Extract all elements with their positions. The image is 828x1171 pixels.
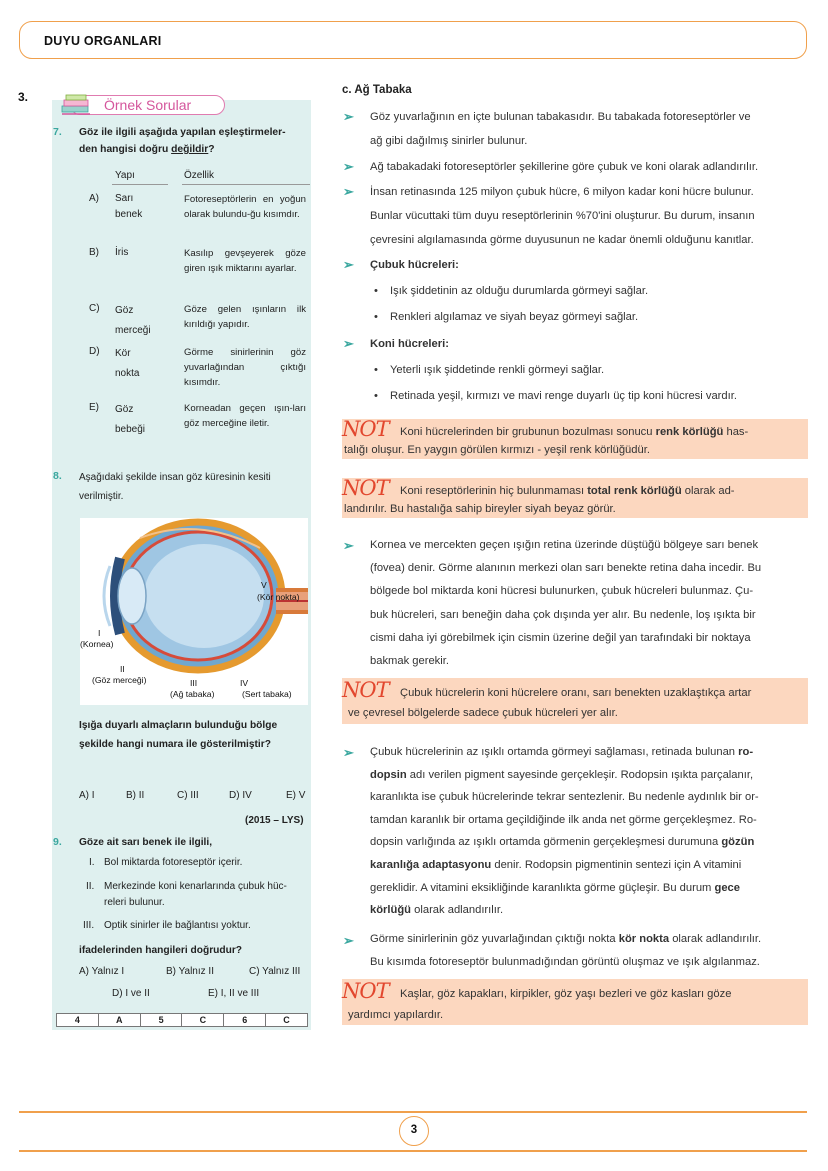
paragraph: İnsan retinasında 125 milyon çubuk hücre, 6 milyon kadar koni hücre bulunur. Bunlar vücuttaki tüm duyu reseptörlerinin %70'ini oluşturur. Bu durum, insanın çevresini algılamasında görme duyusunun ne kadar önemli olduğunu kanıtlar. bbox=[370, 186, 755, 246]
note-box bbox=[342, 478, 808, 518]
books-icon bbox=[60, 93, 94, 117]
q7-row-option: B) bbox=[89, 247, 99, 258]
q9-statement: Bol miktarda fotoreseptör içerir. bbox=[104, 857, 243, 868]
answer-key-cell: 6 bbox=[224, 1014, 266, 1026]
note-box bbox=[342, 419, 808, 459]
eye-cross-section-figure bbox=[80, 518, 308, 705]
paragraph: Görme sinirlerinin göz yuvarlağından çıktığı nokta kör nokta olarak adlandırılır. Bu kısımda fotoreseptör bulunmadığından görüntü oluşmaz ve ışık algılanmaz. bbox=[370, 933, 762, 968]
note-text: Kaşlar, göz kapakları, kirpikler, göz yaşı bezleri ve göz kasları göze yardımcı yapılardır. bbox=[348, 988, 732, 1021]
q7-row-structure: Sarı benek bbox=[115, 193, 143, 220]
label-ii: II bbox=[120, 664, 125, 674]
q9-number: 9. bbox=[53, 836, 62, 848]
q7-row-feature: Görme sinirlerinin göz yuvarlağından çıktığı kısımdır. bbox=[184, 347, 306, 388]
note-box bbox=[342, 678, 808, 724]
cone-item: Yeterli ışık şiddetinde renkli görmeyi sağlar. bbox=[390, 364, 605, 376]
q7-number: 7. bbox=[53, 126, 62, 138]
note-logo: NOT bbox=[342, 979, 389, 1003]
note-text: Koni hücrelerinden bir grubunun bozulması sonucu renk körlüğü has- talığı oluşur. En yaygın görülen kırmızı - yeşil renk körlüğüdür. bbox=[344, 426, 749, 456]
section-title: c. Ağ Tabaka bbox=[342, 84, 412, 96]
q9-option-d[interactable]: D) I ve II bbox=[112, 988, 150, 999]
q7-row-option: D) bbox=[89, 346, 100, 357]
q9-option-a[interactable]: A) Yalnız I bbox=[79, 966, 125, 977]
q9-question: ifadelerinden hangileri doğrudur? bbox=[79, 945, 243, 956]
arrow-bullet-icon: ➢ bbox=[343, 184, 354, 199]
answer-key-cell: 5 bbox=[141, 1014, 183, 1026]
footer-rule bbox=[19, 1150, 807, 1152]
q8-option-c[interactable]: C) III bbox=[177, 790, 199, 801]
answer-key-table bbox=[56, 1013, 308, 1027]
answer-key-cell: 4 bbox=[57, 1014, 99, 1026]
q8-option-a[interactable]: A) I bbox=[79, 790, 95, 801]
arrow-bullet-icon: ➢ bbox=[343, 745, 354, 760]
q7-header-rule bbox=[182, 184, 310, 185]
arrow-bullet-icon: ➢ bbox=[343, 538, 354, 553]
rod-title: Çubuk hücreleri: bbox=[370, 259, 459, 271]
q7-row-structure: Göz merceği bbox=[115, 305, 151, 336]
q8-option-b[interactable]: B) II bbox=[126, 790, 145, 801]
cone-item: Retinada yeşil, kırmızı ve mavi renge duyarlı üç tip koni hücresi vardır. bbox=[390, 390, 737, 402]
q8-option-d[interactable]: D) IV bbox=[229, 790, 252, 801]
arrow-bullet-icon: ➢ bbox=[343, 257, 354, 272]
q9-option-b[interactable]: B) Yalnız II bbox=[166, 966, 214, 977]
q8-question: Işığa duyarlı almaçların bulunduğu bölge şekilde hangi numara ile gösterilmiştir? bbox=[79, 720, 278, 750]
arrow-bullet-icon: ➢ bbox=[343, 933, 354, 948]
paragraph: Çubuk hücrelerinin az ışıklı ortamda görmeyi sağlaması, retinada bulunan ro- dopsin adı verilen pigment sayesinde gerçekleşir. Rodopsin ışıkta parçalanır, karanlıkta ise çubuk hücrelerinde tekrar sentezlenir. Bu nedenle aydınlık bir or- tamdan karanlık bir ortama geçildiğinde ilk anda net görme gerçekleşmez. Ro- dopsin varlığında az ışıklı ortamda görmenin gerçekleşmesi durumuna gözün karanlığa adaptasyonu denir. Rodopsin pigmentinin sentezi için A vitamini gereklidir. A vitamini eksikliğinde karanlıkta görme güçleşir. Bu durum gece körlüğü olarak adlandırılır. bbox=[370, 746, 759, 917]
q9-statement-number: I. bbox=[89, 857, 95, 868]
q8-number: 8. bbox=[53, 470, 62, 482]
page-number: 3 bbox=[399, 1116, 429, 1146]
arrow-bullet-icon: ➢ bbox=[343, 336, 354, 351]
q7-text: Göz ile ilgili aşağıda yapılan eşleştirmeler- den hangisi doğru değildir? bbox=[79, 127, 286, 155]
q9-statement-number: II. bbox=[86, 881, 95, 892]
label-goz-mercegi: (Göz merceği) bbox=[92, 675, 147, 685]
q7-row-option: E) bbox=[89, 402, 99, 413]
paragraph: Göz yuvarlağının en içte bulunan tabakasıdır. Bu tabakada fotoreseptörler ve ağ gibi dağılmış sinirler bulunur. bbox=[370, 111, 751, 147]
bullet-dot: • bbox=[374, 285, 378, 297]
q7-row-option: C) bbox=[89, 303, 100, 314]
footer-rule bbox=[19, 1111, 807, 1113]
bullet-dot: • bbox=[374, 390, 378, 402]
q7-row-structure: İris bbox=[115, 247, 129, 258]
label-i: I bbox=[98, 628, 101, 638]
q9-statement: Optik sinirler ile bağlantısı yoktur. bbox=[104, 920, 251, 931]
q7-row-structure: Kör nokta bbox=[115, 348, 140, 379]
q9-title: Göze ait sarı benek ile ilgili, bbox=[79, 837, 213, 848]
arrow-bullet-icon: ➢ bbox=[343, 109, 354, 124]
label-sert-tabaka: (Sert tabaka) bbox=[242, 689, 292, 699]
paragraph: Kornea ve mercekten geçen ışığın retina üzerinde düştüğü bölgeye sarı benek (fovea) denir. Görme alanının merkezi olan sarı benekte retina daha incedir. Bu bölgede bol miktarda koni hücresi bulunurken, çubuk hücreleri bulunmaz. Çu- buk hücreleri, sarı beneğin daha çok dışında yer alır. Bu nedenle, loş ışıkta bir cismi daha iyi görebilmek için cismin üzerine değil yan tarafındaki bir noktaya bakmak gerekir. bbox=[370, 539, 762, 668]
answer-key-cell: C bbox=[182, 1014, 224, 1026]
label-ag-tabaka: (Ağ tabaka) bbox=[170, 689, 215, 699]
label-kor-nokta: (Kör nokta) bbox=[257, 592, 300, 602]
note-text: Çubuk hücrelerin koni hücrelere oranı, sarı benekten uzaklaştıkça artar ve çevresel bölgelerde sadece çubuk hücreleri yer alır. bbox=[348, 687, 752, 719]
example-questions-banner bbox=[60, 93, 225, 117]
paragraph: Ağ tabakadaki fotoreseptörler şekillerine göre çubuk ve koni olarak adlandırılır. bbox=[370, 161, 759, 173]
answer-key-cell: C bbox=[283, 1015, 290, 1025]
bullet-dot: • bbox=[374, 311, 378, 323]
banner-label: Örnek Sorular bbox=[104, 97, 192, 113]
q7-row-feature: Kasılıp gevşeyerek göze giren ışık miktarını ayarlar. bbox=[184, 248, 306, 274]
q8-source: (2015 – LYS) bbox=[245, 815, 304, 826]
question-block-number: 3. bbox=[18, 90, 29, 104]
arrow-bullet-icon: ➢ bbox=[343, 159, 354, 174]
label-iv: IV bbox=[240, 678, 249, 688]
q9-statement: Merkezinde koni kenarlarında çubuk hüc- releri bulunur. bbox=[104, 881, 287, 908]
cone-title: Koni hücreleri: bbox=[370, 338, 449, 350]
q9-option-c[interactable]: C) Yalnız III bbox=[249, 966, 301, 977]
label-v: V bbox=[261, 580, 267, 590]
q9-statement-number: III. bbox=[83, 920, 95, 931]
q7-row-option: A) bbox=[89, 193, 99, 204]
chapter-header bbox=[19, 21, 807, 59]
q8-option-e[interactable]: E) V bbox=[286, 790, 306, 801]
q7-header-rule bbox=[112, 184, 168, 185]
note-logo: NOT bbox=[342, 476, 389, 500]
chapter-title: DUYU ORGANLARI bbox=[44, 34, 162, 48]
q7-row-structure: Göz bebeği bbox=[115, 404, 146, 435]
note-text: Koni reseptörlerinin hiç bulunmaması total renk körlüğü olarak ad- landırılır. Bu hastalığa sahip bireyler siyah beyaz görür. bbox=[344, 485, 735, 515]
rod-item: Işık şiddetinin az olduğu durumlarda görmeyi sağlar. bbox=[390, 285, 649, 297]
q8-intro: Aşağıdaki şekilde insan göz küresinin kesiti verilmiştir. bbox=[79, 472, 271, 502]
q7-row-feature: Korneadan geçen ışın-ları göz merceğine iletir. bbox=[184, 403, 306, 429]
bullet-dot: • bbox=[374, 364, 378, 376]
answer-key-cell: A bbox=[99, 1014, 141, 1026]
label-iii: III bbox=[190, 678, 198, 688]
q7-row-feature: Fotoreseptörlerin en yoğun olarak bulundu-ğu kısımdır. bbox=[184, 194, 306, 220]
note-logo: NOT bbox=[342, 417, 389, 441]
label-kornea: (Kornea) bbox=[80, 639, 114, 649]
note-logo: NOT bbox=[342, 678, 389, 702]
q7-col-ozellik: Özellik bbox=[184, 170, 215, 181]
q7-row-feature: Göze gelen ışınların ilk kırıldığı yapıdır. bbox=[184, 304, 306, 330]
note-box bbox=[342, 979, 808, 1025]
q9-option-e[interactable]: E) I, II ve III bbox=[208, 988, 260, 999]
q7-col-yapi: Yapı bbox=[115, 170, 135, 181]
rod-item: Renkleri algılamaz ve siyah beyaz görmeyi sağlar. bbox=[390, 311, 639, 323]
